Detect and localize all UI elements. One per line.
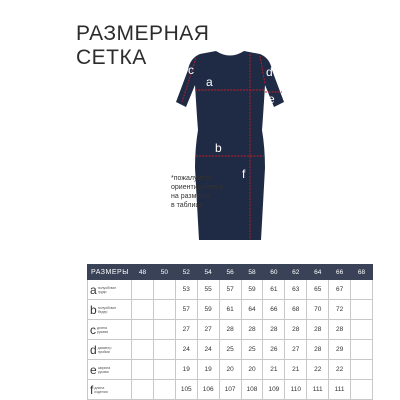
row-description-line: груди: [97, 289, 107, 294]
table-cell: [132, 300, 154, 320]
row-label: [88, 360, 132, 380]
row-description: [98, 366, 111, 374]
table-cell: 57: [219, 280, 241, 300]
row-description: [97, 326, 108, 334]
row-label: [88, 280, 132, 300]
table-cell: 61: [263, 280, 285, 300]
table-cell: 24: [197, 340, 219, 360]
table-cell: 109: [263, 380, 285, 400]
table-cell: 25: [241, 340, 263, 360]
size-header: 62: [285, 265, 307, 280]
table-cell: [132, 340, 154, 360]
table-cell: 29: [329, 340, 351, 360]
row-description-line: пройми: [97, 349, 110, 354]
size-header: 50: [153, 265, 175, 280]
table-cell: 106: [197, 380, 219, 400]
dress-diagram: [170, 48, 290, 248]
table-cell: 20: [241, 360, 263, 380]
table-cell: 28: [329, 320, 351, 340]
table-cell: 25: [219, 340, 241, 360]
table-cell: 64: [241, 300, 263, 320]
table-cell: [351, 320, 373, 340]
size-header: 68: [351, 265, 373, 280]
row-letter: f: [90, 382, 94, 397]
table-cell: 67: [329, 280, 351, 300]
table-row: [88, 380, 373, 400]
label-a: a: [206, 75, 213, 89]
table-cell: 57: [175, 300, 197, 320]
table-cell: [132, 320, 154, 340]
size-header: 48: [132, 265, 154, 280]
table-cell: 19: [197, 360, 219, 380]
row-description: [94, 386, 107, 394]
table-cell: 28: [241, 320, 263, 340]
table-cell: 110: [285, 380, 307, 400]
table-row: [88, 340, 373, 360]
table-header-label: РАЗМЕРЫ: [88, 265, 132, 280]
table-cell: 65: [307, 280, 329, 300]
row-description: [98, 306, 116, 314]
row-letter: d: [90, 342, 97, 357]
table-row: [88, 320, 373, 340]
label-c: c: [188, 63, 194, 77]
table-cell: 28: [307, 340, 329, 360]
row-description-line: длина: [97, 325, 107, 330]
table-header-row: [88, 265, 373, 280]
table-cell: 27: [175, 320, 197, 340]
table-cell: 28: [263, 320, 285, 340]
size-header: 66: [329, 265, 351, 280]
table-cell: 61: [219, 300, 241, 320]
note-line: на размеры: [171, 193, 210, 200]
table-cell: 111: [329, 380, 351, 400]
size-header: 64: [307, 265, 329, 280]
table-cell: 107: [219, 380, 241, 400]
row-description-line: ширина: [97, 365, 111, 370]
row-description-line: рукава: [97, 369, 109, 374]
table-cell: 68: [285, 300, 307, 320]
table-cell: 27: [285, 340, 307, 360]
table-cell: 55: [197, 280, 219, 300]
label-b: b: [215, 141, 222, 155]
table-cell: [351, 340, 373, 360]
table-row: [88, 300, 373, 320]
note-line: *пожалуйста,: [171, 175, 214, 182]
table-cell: 28: [219, 320, 241, 340]
row-description-line: полуобхват: [97, 305, 117, 310]
table-cell: 28: [307, 320, 329, 340]
size-header: 52: [175, 265, 197, 280]
table-row: [88, 280, 373, 300]
size-header: 56: [219, 265, 241, 280]
row-label: [88, 380, 132, 400]
size-header: 60: [263, 265, 285, 280]
note-line: в таблице: [171, 202, 204, 209]
row-description-line: бедер: [97, 309, 108, 314]
table-cell: 21: [285, 360, 307, 380]
page-title-line1: РАЗМЕРНАЯ: [76, 22, 210, 45]
size-table: [87, 264, 373, 400]
label-f: f: [242, 167, 246, 181]
row-description: [98, 286, 116, 294]
table-cell: [132, 280, 154, 300]
row-description-line: длина: [94, 385, 105, 390]
row-letter: a: [90, 282, 97, 297]
table-cell: 108: [241, 380, 263, 400]
row-description-line: диаметр: [97, 345, 112, 350]
table-cell: 27: [197, 320, 219, 340]
table-cell: 59: [197, 300, 219, 320]
table-cell: 19: [175, 360, 197, 380]
table-cell: 21: [263, 360, 285, 380]
size-chart-card: [60, 0, 366, 400]
page-title-line2: СЕТКА: [76, 46, 147, 69]
table-cell: 66: [263, 300, 285, 320]
size-note: [171, 174, 251, 210]
table-cell: [153, 280, 175, 300]
table-row: [88, 360, 373, 380]
table-cell: 22: [329, 360, 351, 380]
table-cell: 53: [175, 280, 197, 300]
dress-silhouette: [176, 51, 284, 240]
row-description-line: полуобхват: [97, 285, 117, 290]
table-cell: 111: [307, 380, 329, 400]
row-label: [88, 320, 132, 340]
table-cell: [153, 340, 175, 360]
table-cell: [153, 320, 175, 340]
table-cell: [153, 360, 175, 380]
row-letter: c: [90, 322, 96, 337]
row-description: [98, 346, 112, 354]
note-line: ориентируйтесь: [171, 184, 223, 191]
row-description-line: изделия: [94, 389, 108, 394]
table-cell: [351, 380, 373, 400]
table-cell: 59: [241, 280, 263, 300]
row-description-line: рукава: [97, 329, 108, 334]
table-cell: 72: [329, 300, 351, 320]
table-cell: [351, 280, 373, 300]
table-cell: [351, 300, 373, 320]
table-cell: 105: [175, 380, 197, 400]
table-cell: 24: [175, 340, 197, 360]
table-cell: [351, 360, 373, 380]
label-d: d: [266, 65, 273, 79]
table-cell: [153, 300, 175, 320]
row-letter: b: [90, 302, 97, 317]
size-header: 58: [241, 265, 263, 280]
table-cell: 28: [285, 320, 307, 340]
table-cell: [153, 380, 175, 400]
row-label: [88, 300, 132, 320]
table-cell: 22: [307, 360, 329, 380]
table-cell: 63: [285, 280, 307, 300]
table-cell: [132, 360, 154, 380]
table-cell: 20: [219, 360, 241, 380]
row-letter: e: [90, 362, 97, 377]
table-cell: [132, 380, 154, 400]
table-cell: 26: [263, 340, 285, 360]
size-header: 54: [197, 265, 219, 280]
label-e: e: [268, 92, 275, 106]
table-cell: 70: [307, 300, 329, 320]
row-label: [88, 340, 132, 360]
